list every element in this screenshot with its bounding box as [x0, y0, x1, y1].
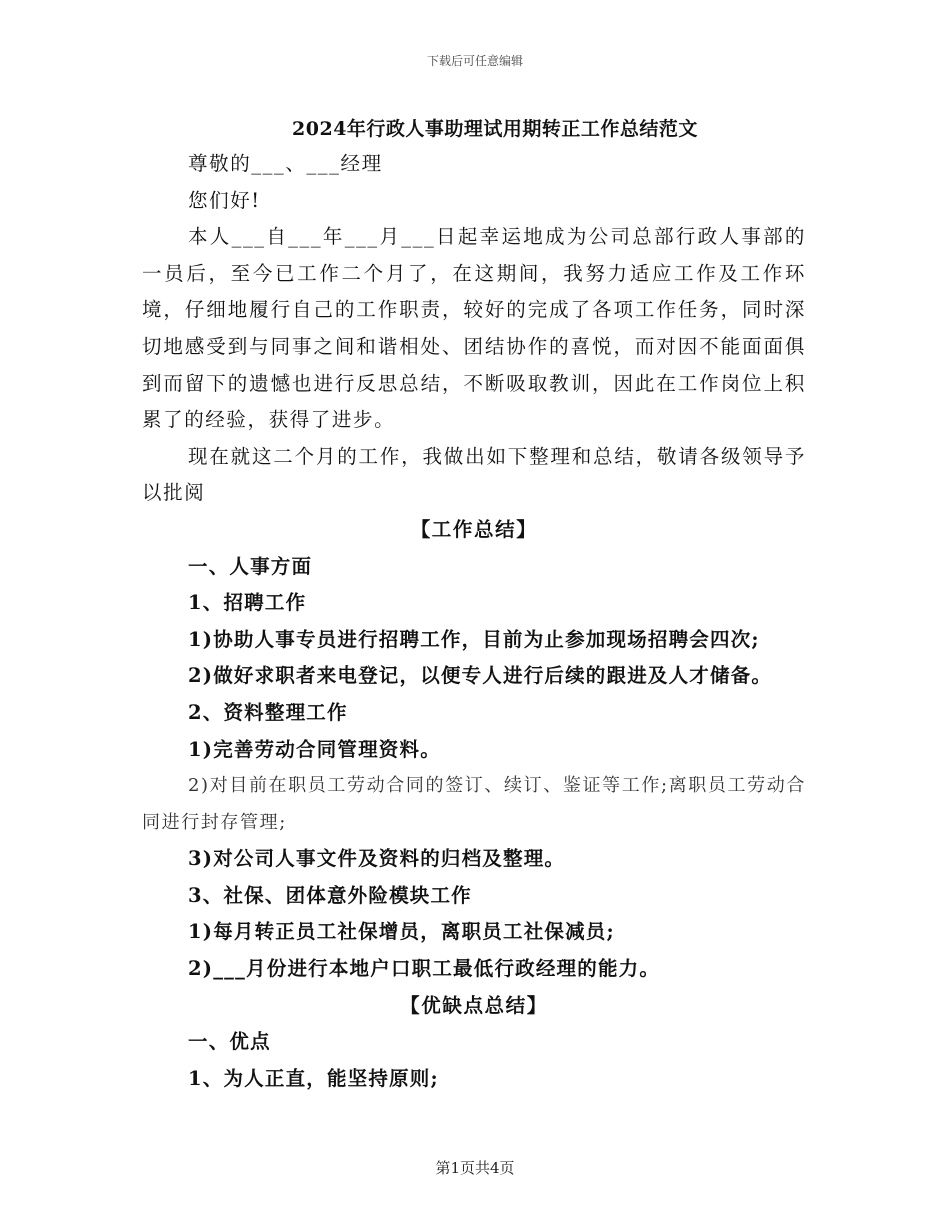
subheading-strengths: 一、优点: [188, 1030, 271, 1054]
paragraph-request: 现在就这二个月的工作，我做出如下整理和总结，敬请各级领导予以批阅: [142, 444, 806, 505]
document-body: [142, 146, 806, 1097]
page-number: 第1页共4页: [435, 1159, 515, 1177]
subheading-recruitment: 1、招聘工作: [188, 591, 307, 615]
list-item: 1)协助人事专员进行招聘工作，目前为止参加现场招聘会四次;: [188, 627, 760, 651]
greeting: 尊敬的___、___经理: [188, 152, 383, 175]
section-heading-strengths-weaknesses: 【优缺点总结】: [400, 993, 548, 1017]
page-header-note: 下载后可任意编辑: [426, 54, 523, 68]
subheading-personnel: 一、人事方面: [188, 554, 313, 578]
list-item: 1)完善劳动合同管理资料。: [188, 737, 441, 761]
list-item: 1)每月转正员工社保增员，离职员工社保减员;: [188, 920, 615, 944]
subheading-documents: 2、资料整理工作: [188, 700, 348, 724]
subheading-social-insurance: 3、社保、团体意外险模块工作: [188, 883, 472, 907]
list-item: 3)对公司人事文件及资料的归档及整理。: [188, 847, 566, 871]
list-item: 2)做好求职者来电登记，以便专人进行后续的跟进及人才储备。: [188, 664, 773, 688]
paragraph-intro: 本人___自___年___月___日起幸运地成为公司总部行政人事部的一员后，至今已工作二个月了，在这期间，我努力适应工作及工作环境，仔细地履行自己的工作职责，较好的完成了各项工作任务，同时深切地感受到与同事之间和谐相处、团结协作的喜悦，而对因不能面面俱到而留下的遗憾也进行反思总结，不断吸取教训，因此在工作岗位上积累了的经验，获得了进步。: [142, 225, 806, 432]
section-heading-work-summary: 【工作总结】: [410, 517, 538, 541]
list-item: 2)对目前在职员工劳动合同的签订、续订、鉴证等工作;离职员工劳动合同进行封存管理;: [142, 775, 806, 833]
list-item: 2)___月份进行本地户口职工最低行政经理的能力。: [188, 957, 661, 981]
document-title: 2024年行政人事助理试用期转正工作总结范文: [292, 118, 698, 140]
hello: 您们好!: [188, 188, 261, 212]
list-item: 1、为人正直，能坚持原则;: [188, 1066, 439, 1090]
